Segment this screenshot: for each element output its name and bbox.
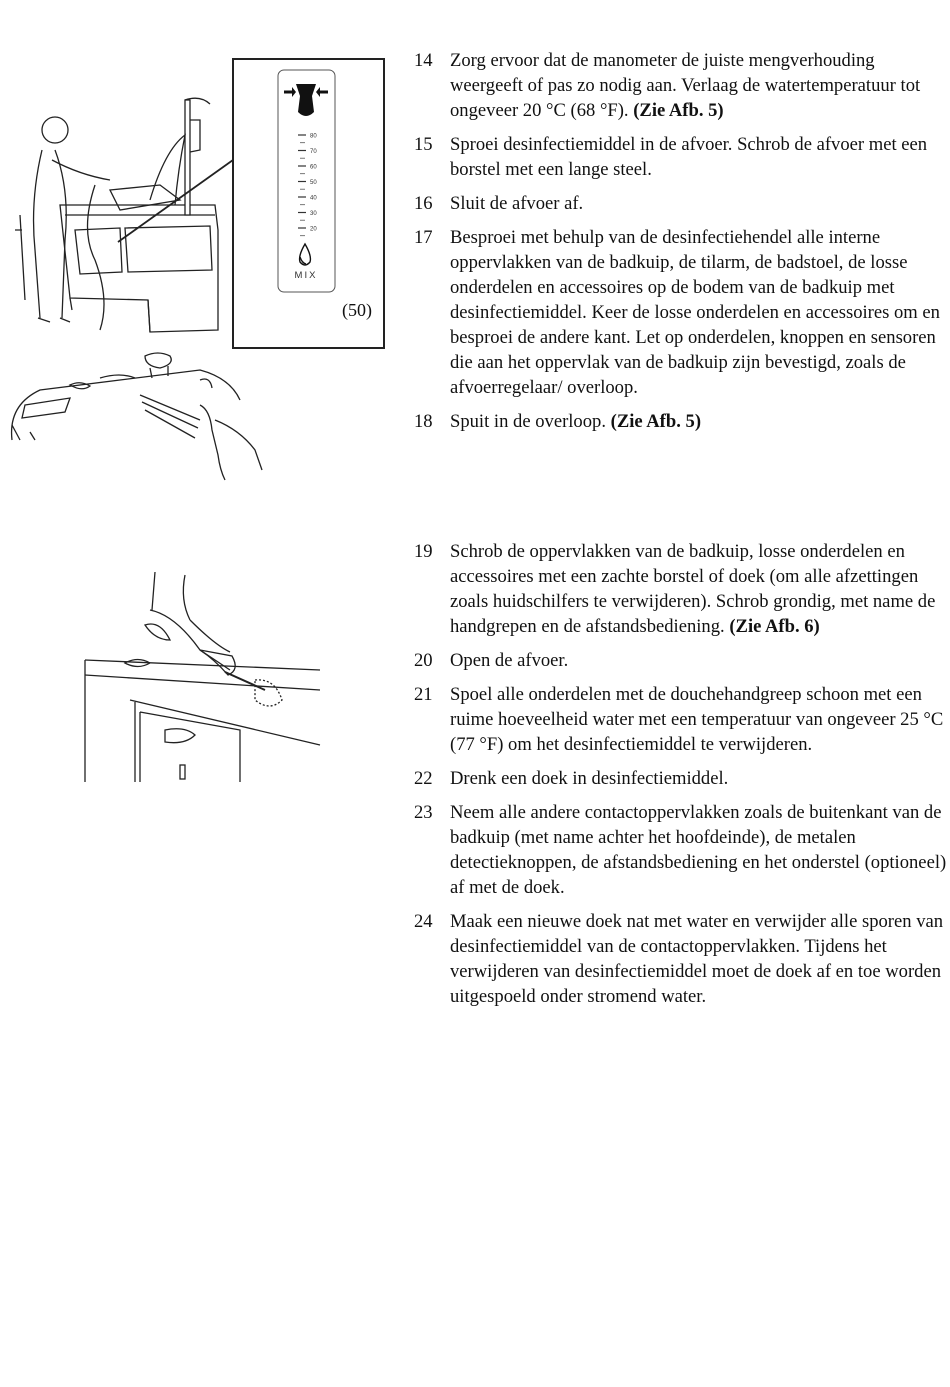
step-number: 23 (414, 802, 433, 823)
step-text: Open de afvoer. (450, 650, 569, 671)
step-text-wrap (450, 909, 950, 1009)
step-text-wrap (450, 766, 950, 791)
scale-tick-label: 50 (310, 180, 317, 186)
step-item (414, 800, 950, 900)
step-text: Spoel alle onderdelen met de douchehandgreep schoon met een ruime hoeveelheid water met een temperatuur van ongeveer 25 °C (77 °F) om het desinfectiemiddel te verwijderen. (450, 684, 944, 755)
bathtub-operator-illustration (15, 98, 218, 332)
step-text-wrap (450, 132, 950, 182)
step-text: Drenk een doek in desinfectiemiddel. (450, 768, 729, 789)
step-text: Schrob de oppervlakken van de badkuip, losse onderdelen en accessoires met een zachte borstel of doek (om alle afzettingen zoals huidschilfers te verwijderen). Schrob grondig, met name de handgrepen en de afstandsbediening. (450, 541, 936, 637)
step-text-wrap (450, 800, 950, 900)
figure-reference: (Zie Afb. 5) (633, 100, 724, 121)
step-number: 19 (414, 541, 433, 562)
scale-tick-label: 60 (310, 164, 317, 171)
step-number: 21 (414, 684, 433, 705)
step-text-wrap (450, 191, 950, 216)
step-number: 16 (414, 193, 433, 214)
step-number: 14 (414, 50, 433, 71)
step-text: Besproei met behulp van de desinfectiehendel alle interne oppervlakken van de badkuip, de tilarm, de badstoel, de losse onderdelen en accessoires op de bodem van de badkuip met desinfectiemiddel. Keer de losse onderdelen en accessoires om en besproei de andere kant. Let op onderdelen, knoppen en sensoren die aan het oppervlak van de badkuip zijn bevestigd, zoals de afvoerregelaar/ overloop. (450, 227, 940, 398)
step-text-wrap (450, 539, 950, 639)
scrubbing-illustration (85, 572, 320, 782)
step-text-wrap (450, 682, 950, 757)
step-number: 18 (414, 411, 433, 432)
step-text-wrap (450, 648, 950, 673)
spray-handle-illustration (12, 353, 262, 480)
step-text: Neem alle andere contactoppervlakken zoals de buitenkant van de badkuip (met name achter het hoofdeinde), de metalen detectieknoppen, de afstandsbediening en het onderstel (optioneel) af met de doek. (450, 802, 947, 898)
step-number: 20 (414, 650, 433, 671)
step-number: 15 (414, 134, 433, 155)
steps-block-2 (414, 539, 950, 1018)
step-text: Zorg ervoor dat de manometer de juiste mengverhouding weergeeft of pas zo nodig aan. Verlaag de watertemperatuur tot ongeveer 20 °C (68 °F). (450, 50, 921, 121)
step-item (414, 191, 950, 216)
figure-reference: (Zie Afb. 5) (610, 411, 702, 432)
mix-label: MIX (294, 270, 318, 281)
step-item (414, 539, 950, 639)
step-number: 24 (414, 911, 433, 932)
figure-reference: (Zie Afb. 6) (729, 616, 820, 637)
step-number: 17 (414, 227, 433, 248)
step-text: Spuit in de overloop. (450, 411, 606, 432)
step-item (414, 682, 950, 757)
step-item (414, 225, 950, 400)
step-item (414, 909, 950, 1009)
scale-tick-label: 80 (310, 133, 317, 140)
scale-tick-label: 40 (310, 195, 317, 202)
step-text-wrap (450, 48, 950, 123)
step-item (414, 409, 950, 434)
step-text: Maak een nieuwe doek nat met water en verwijder alle sporen van desinfectiemiddel van de contactoppervlakken. Tijdens het verwijderen van desinfectiemiddel moet de doek af en toe worden uitgespoeld onder stromend water. (450, 911, 944, 1007)
scale-tick-label: 30 (310, 211, 317, 217)
scale-tick-label: 20 (310, 226, 317, 233)
step-text: Sluit de afvoer af. (450, 193, 584, 214)
figure-label: (50) (342, 300, 372, 320)
step-item (414, 648, 950, 673)
step-item (414, 48, 950, 123)
step-text: Sproei desinfectiemiddel in de afvoer. Schrob de afvoer met een borstel met een lange steel. (450, 134, 928, 180)
step-text-wrap (450, 225, 950, 400)
steps-block-1 (414, 48, 950, 443)
illustrations (0, 0, 400, 800)
step-item (414, 766, 950, 791)
scale-tick-label: 70 (310, 149, 317, 155)
step-text-wrap (450, 409, 950, 434)
step-item (414, 132, 950, 182)
step-number: 22 (414, 768, 433, 789)
